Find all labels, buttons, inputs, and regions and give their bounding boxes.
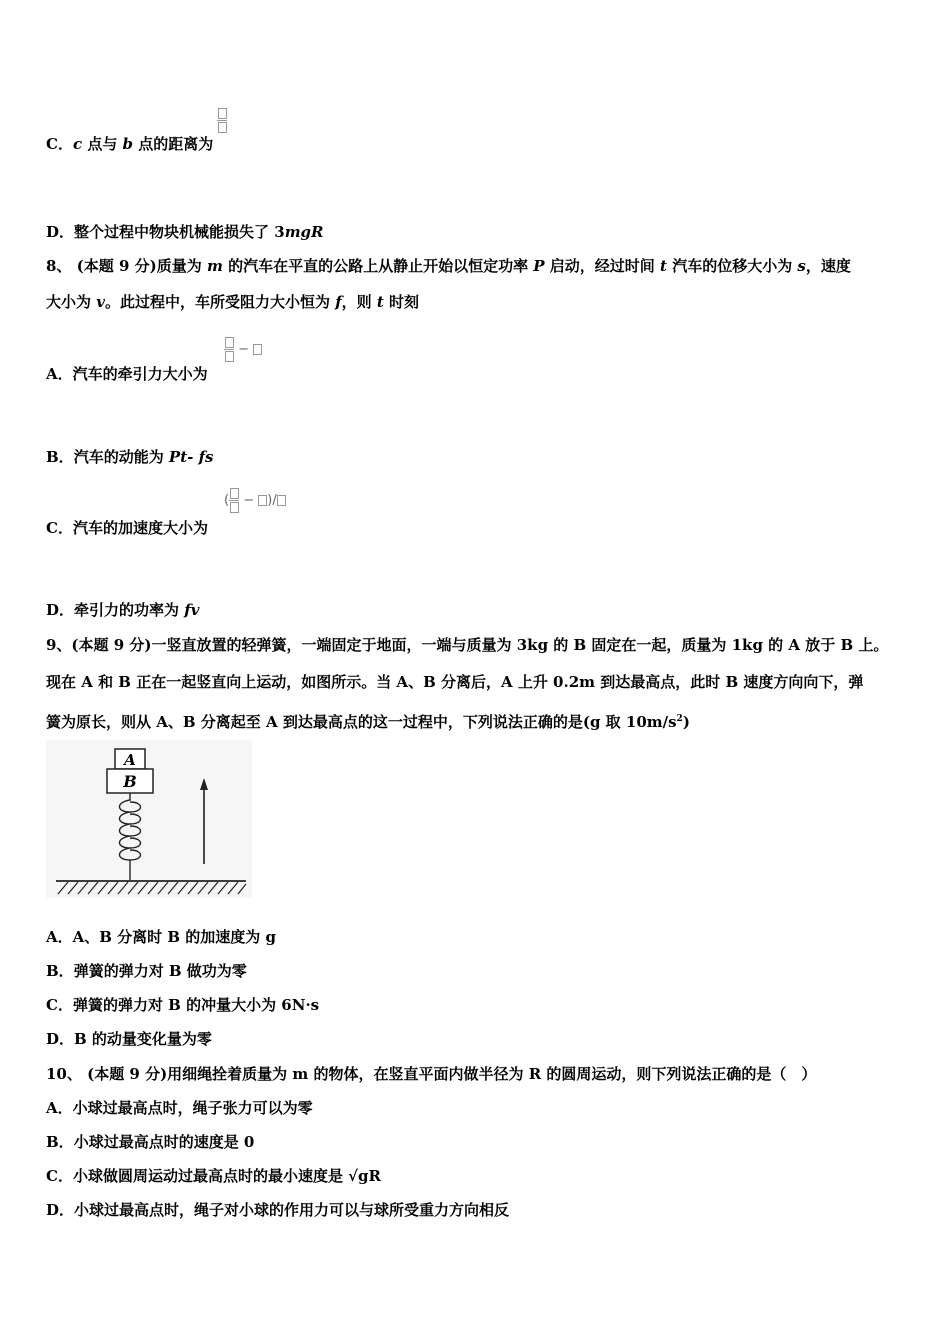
q8-a-formula-image: − [224,337,262,362]
q10-option-b: B．小球过最高点时的速度是 0 [46,1133,255,1151]
q7-option-c: C．c 点与 b 点的距离为 [46,135,214,153]
q8-stem-line2: 大小为 v。此过程中，车所受阻力大小恒为 f，则 t 时刻 [46,293,420,311]
figure-background [46,740,252,898]
spring-figure [46,740,252,898]
q9-option-a: A．A、B 分离时 B 的加速度为 g [46,928,277,946]
q8-option-d: D．牵引力的功率为 fv [46,601,200,619]
q10-option-a: A．小球过最高点时，绳子张力可以为零 [46,1099,313,1117]
block-b-label: B [123,772,137,791]
q9-option-d: D．B 的动量变化量为零 [46,1030,212,1048]
q8-option-a: A．汽车的牵引力大小为 [46,365,208,383]
q10-option-d: D．小球过最高点时，绳子对小球的作用力可以与球所受重力方向相反 [46,1201,510,1219]
q7-option-d: D．整个过程中物块机械能损失了 3mgR [46,223,324,241]
q9-option-b: B．弹簧的弹力对 B 做功为零 [46,962,247,980]
q9-stem-line2: 现在 A 和 B 正在一起竖直向上运动，如图所示。当 A、B 分离后，A 上升 0.2m 到达最高点，此时 B 速度方向向下，弹 [46,673,864,691]
q10-option-c: C．小球做圆周运动过最高点时的最小速度是 √gR [46,1167,381,1185]
block-a-label: A [124,751,136,769]
q8-option-c: C．汽车的加速度大小为 [46,519,208,537]
q8-stem-line1: 8、 (本题 9 分)质量为 m 的汽车在平直的公路上从静止开始以恒定功率 P 启动，经过时间 t 汽车的位移大小为 s，速度 [46,257,851,275]
option-label: C． [46,135,73,153]
q10-stem: 10、 (本题 9 分)用细绳拴着质量为 m 的物体，在竖直平面内做半径为 R 的圆周运动，则下列说法正确的是（ ） [46,1065,817,1083]
q9-option-c: C．弹簧的弹力对 B 的冲量大小为 6N·s [46,996,320,1014]
q8-option-b: B．汽车的动能为 Pt- fs [46,448,214,466]
q9-stem-line1: 9、(本题 9 分)一竖直放置的轻弹簧，一端固定于地面，一端与质量为 3kg 的 B 固定在一起，质量为 1kg 的 A 放于 B 上。 [46,636,889,654]
q9-stem-line3: 簧为原长，则从 A、B 分离起至 A 到达最高点的这一过程中，下列说法正确的是(g 取 $10m/s^2$) [46,713,690,731]
q8-c-formula-image: ( − )/ [224,488,286,513]
q7-c-fraction-image [217,108,227,133]
